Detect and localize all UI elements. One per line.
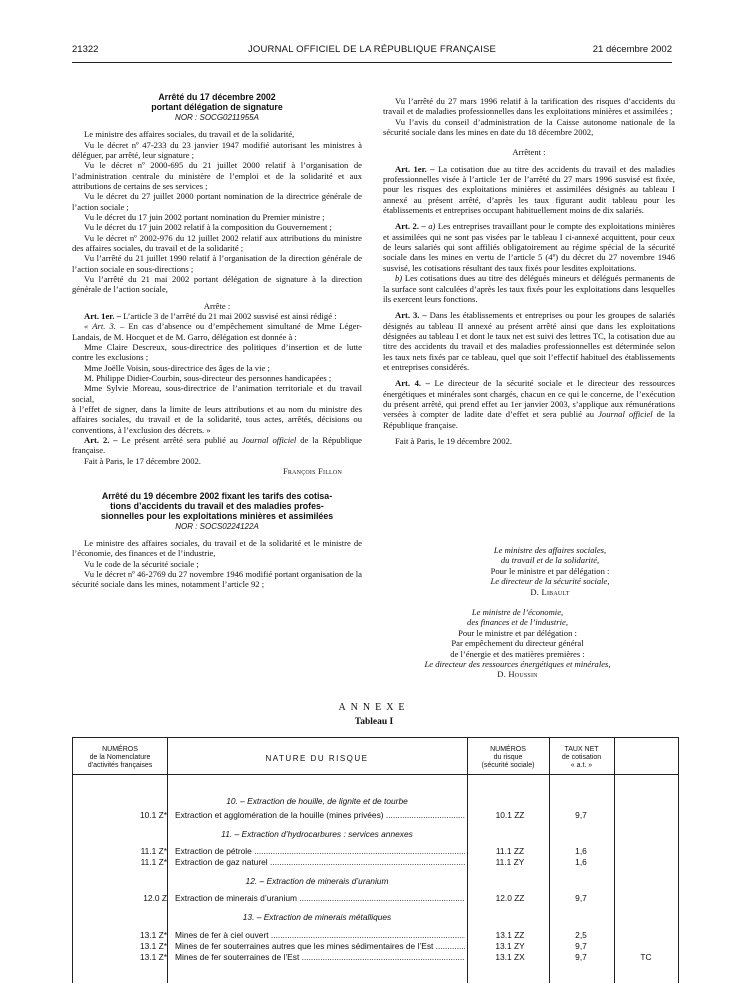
rate-value: 1,6 [575,846,587,856]
risk-description: Extraction de pétrole ..... [175,846,465,857]
decree2-article2 [383,221,675,273]
article-text: Le présent arrêté sera publié au [117,435,242,446]
nomenclature-code: 11.1 Z* [140,846,167,856]
delegate-item: Mme Claire Descreux, sous-directrice des politiques d’insertion et de lutte contre les exclusions ; [72,342,362,363]
signature-name: D. Houssin [497,669,538,680]
article-text: de la République française. [72,435,362,456]
decree2-nor: NOR : SOCS0224122A [175,521,259,531]
decree1-para: Le ministre des affaires sociales, du travail et de la solidarité, [84,129,295,140]
journal-title: JOURNAL OFFICIEL DE LA RÉPUBLIQUE FRANÇAISE [247,44,497,55]
decree2-article3 [383,310,675,372]
rate-value: 9,7 [575,941,587,951]
col-header-risk-number [467,746,549,770]
decree1-fait: Fait à Paris, le 17 décembre 2002. [84,455,201,466]
delegation-scope: à l’effet de signer, dans la limite de leurs attributions et au nom du ministre des affaires sociales, du travail et de la solidarité, tous actes, arrêtés, décisions ou conventions, à l’exclusion des décrets. » [72,404,362,435]
article-text: Dans les établissements et entreprises ou pour les groupes de salariés désignés au tableau II annexé au présent arrêté ainsi que dans les exploitations désignées au tableau I et dont le taux net est suivi des lettres TC, la cotisation due au titre des accidents du travail et des maladies professionnelles est déterminée selon les taux nets fixés par ce tableau, quel que soit l’effectif habituel des établissements et entreprises considérés. [383,310,675,372]
risk-number: 13.1 ZX [495,952,525,962]
signature-line: Le directeur de la sécurité sociale, [490,576,610,587]
risk-number: 13.1 ZZ [495,930,525,940]
signature-line: Le ministre de l’économie, [471,607,564,617]
decree1-nor: NOR : SOCG0211955A [175,112,259,122]
header-line: du risque [493,754,523,761]
article-label: Art. 4. – [395,378,430,389]
decree1-signer: François Fillon [282,466,342,477]
header-line: NUMÉROS [102,746,138,753]
signature-line: du travail et de la solidarité, [500,555,600,566]
signature-line: des finances et de l’industrie, [467,617,568,628]
header-line: de cotisation [561,754,602,761]
article-sublabel: b) [395,273,403,284]
tc-marker: TC [640,952,652,962]
decree1-title-line1: Arrêté du 17 décembre 2002 [158,92,276,102]
article-text: L’article 3 de l’arrêté du 21 mai 2002 susvisé est ainsi rédigé : [120,311,337,321]
risk-description: Extraction de gaz naturel ..... [175,857,465,868]
delegate-item: M. Philippe Didier-Courbin, sous-directeur des personnes handicapées ; [84,373,332,384]
risk-description: Mines de fer souterraines autres que les mines sédimentaires de l’Est ..... [175,941,465,952]
risk-number: 10.1 ZZ [495,810,525,820]
signature-block-2 [405,607,630,680]
signature-name: D. Libault [530,586,570,597]
decree2-article2b [383,273,675,304]
risk-description: Extraction et agglomération de la houille (mines privées) ..... [175,810,465,821]
risk-number: 11.1 ZZ [495,846,525,856]
header-line: d’activités françaises [87,762,153,769]
decree2-title-line3: sionnelles pour les exploitations minières et assimilées [100,511,334,522]
article-text: de la République française. [383,409,675,430]
decree2-para: Vu le code de la sécurité sociale ; [84,558,199,569]
delegate-item: Mme Joëlle Voisin, sous-directrice des âges de la vie ; [84,362,270,373]
signature-line: Pour le ministre et par délégation : [458,627,577,638]
rate-value: 9,7 [575,810,587,820]
article-text: En cas d’absence ou d’empêchement simultané de Mme Léger-Landais, de M. Hocquet et de M. Garro, délégation est donnée à : [72,321,362,342]
decree2-fait: Fait à Paris, le 19 décembre 2002. [395,435,512,446]
col-header-nomenclature [73,746,167,770]
decree1-para: Vu le décret du 17 juin 2002 portant nomination du Premier ministre ; [84,211,325,222]
nomenclature-code: 10.1 Z* [139,810,167,820]
rate-value: 9,7 [575,952,587,962]
nomenclature-code: 13.1 Z* [139,930,167,940]
decree2-para: Vu l’arrêté du 27 mars 1996 relatif à la tarification des risques d’accidents du travail et de maladies professionnelles dans les exploitations minières et assimilées ; [383,96,675,117]
decree1-para: Vu l’arrêté du 21 juillet 1990 relatif à l’organisation de la direction générale de l’action sociale en sous-directions ; [72,253,362,274]
page-header [72,44,672,60]
decree1-title-line2: portant délégation de signature [151,102,283,113]
risk-description: Mines de fer souterraines de l’Est ..... [175,952,465,963]
decree2-para: Le ministre des affaires sociales, du travail et de la solidarité et le ministre de l’économie, des finances et de l’industrie, [72,538,362,559]
rate-value: 2,5 [575,930,587,940]
col-header-rate [549,746,614,770]
section-title: 13. – Extraction de minerais métalliques [242,912,392,922]
section-title: 11. – Extraction d’hydrocarbures : services annexes [221,829,413,839]
table-title: Tableau I [354,717,394,727]
annexe-title: ANNEXE [338,702,410,713]
decree1-para: Vu l’arrêté du 21 mai 2002 portant délégation de signature à la direction générale de l’action sociale, [72,273,362,295]
header-divider [73,774,678,775]
decree2-article1 [383,164,675,216]
signature-line: de l’énergie et des matières premières : [450,648,585,659]
signature-block-1 [430,545,670,597]
decree1-para: Vu le décret nº 47-233 du 23 janvier 1947 modifié autorisant les ministres à déléguer, par arrêté, leur signature ; [72,139,362,160]
decree1-article3 [72,321,362,342]
decree1-para: Vu le décret nº 2002-976 du 12 juillet 2002 relatif aux attributions du ministre des affaires sociales, du travail et de la solidarité ; [72,232,362,253]
article-text: Les entreprises travaillant pour le compte des exploitations minières et assimilées qui ne sont pas visées par le tableau I ci-annexé acquittent, pour ceux de leurs salariés qui sont affiliés obligatoirement au régime spécial de la sécurité sociale dans les mines en vertu de l’article 5 (4º) du décret du 27 novembre 1946 susvisé, les cotisations résultant des taux fixés pour lesdites exploitations. [383,221,675,273]
decree2-title-line1: Arrêté du 19 décembre 2002 fixant les tarifs des cotisa- [101,490,333,501]
header-line: « a.t. » [570,762,593,769]
signature-line: Le directeur des ressources énergétiques et minérales, [424,659,611,670]
header-line: (sécurité sociale) [481,762,535,769]
header-line: de la Nomenclature [89,754,151,761]
risk-number: 12.0 ZZ [495,893,525,903]
article-label: Art. 3. – [395,310,427,321]
page-number: 21322 [72,44,99,55]
delegate-item: Mme Sylvie Moreau, sous-directrice de l’animation territoriale et du travail social, [72,383,362,404]
col-header-nature: NATURE DU RISQUE [265,754,369,763]
article-text: Les cotisations dues au titre des délégués mineurs et délégués permanents de la surface sont calculées d’après les taux fixés pour les exploitations dans lesquelles ils exercent leurs fonctions. [383,273,675,304]
decree2-article4 [383,378,675,430]
header-line: TAUX NET [564,746,599,753]
signature-line: Le ministre des affaires sociales, [493,545,607,555]
article-label: Art. 1er. – [84,311,121,321]
risk-number: 11.1 ZY [495,857,525,867]
journal-name: Journal officiel [598,409,653,420]
decree1-para: Vu le décret du 27 juillet 2000 portant nomination de la directrice générale de l’action sociale ; [72,191,362,212]
journal-name: Journal officiel [241,435,297,446]
decree2-title-line2: tions d’accidents du travail et des maladies profes- [110,500,324,511]
decree1-article1 [72,311,362,321]
article-text: Le directeur de la sécurité sociale et le directeur des ressources énergétiques et minérales sont chargés, chacun en ce qui le concerne, de l’exécution du présent arrêté, qui prend effet au 1er janvier 2003, s’applique aux rémunérations versées à compter de ladite date d’effet et sera publié au [383,378,675,420]
nomenclature-code: 11.1 Z* [140,857,167,867]
nomenclature-code: 13.1 Z* [139,952,167,962]
article-text: La cotisation due au titre des accidents du travail et des maladies professionnelles visée à l’article 1er de l’arrêté du 27 mars 1996 susvisé est fixée, pour les risques des exploitations minières et assimilées désignés au tableau I annexé au présent arrêté, d’après les taux figurant audit tableau pour les établissements et entreprises occupant habituellement moins de dix salariés. [383,163,675,216]
decree2-arretent: Arrêtent : [512,147,546,158]
annexe-table [72,737,679,983]
left-column [72,92,362,590]
signature-line: Par empêchement du directeur général [451,638,584,649]
decree1-arrete: Arrête : [203,300,231,311]
decree1-para: Vu le décret nº 2000-695 du 21 juillet 2000 relatif à l’organisation de l’administration centrale du ministère de l’emploi et de la solidarité et aux attributions de certains de ses services ; [72,160,362,191]
article-sublabel: a) [425,221,436,232]
signature-line: Pour le ministre et par délégation : [490,565,610,576]
rate-value: 9,7 [575,893,587,903]
issue-date: 21 décembre 2002 [592,44,672,55]
right-column [383,96,675,446]
header-line: NUMÉROS [490,746,526,753]
article-label: Art. 2. – [395,221,426,232]
nomenclature-code: 13.1 Z* [139,941,167,951]
decree2-para: Vu l’avis du conseil d’administration de la Caisse autonome nationale de la sécurité sociale dans les mines en date du 18 décembre 2002, [383,116,675,138]
rate-value: 1,6 [575,857,587,867]
risk-description: Extraction de minerais d’uranium ..... [175,893,465,904]
decree1-article2 [72,435,362,456]
nomenclature-code: 12.0 Z [143,893,167,903]
header-rule [72,62,672,63]
section-title: 12. – Extraction de minerais d’uranium [245,876,389,886]
article-label: Art. 1er. – [395,163,435,174]
article-label: « Art. 3. – [84,321,125,332]
risk-description: Mines de fer à ciel ouvert ..... [175,930,465,941]
decree1-para: Vu le décret du 17 juin 2002 relatif à la composition du Gouvernement ; [84,222,332,233]
article-label: Art. 2. – [84,435,118,446]
risk-number: 13.1 ZY [495,941,525,951]
section-title: 10. – Extraction de houille, de lignite et de tourbe [226,796,408,806]
decree2-para: Vu le décret nº 46-2769 du 27 novembre 1946 modifié portant organisation de la sécurité sociale dans les mines, notamment l’article 92 ; [72,569,362,590]
